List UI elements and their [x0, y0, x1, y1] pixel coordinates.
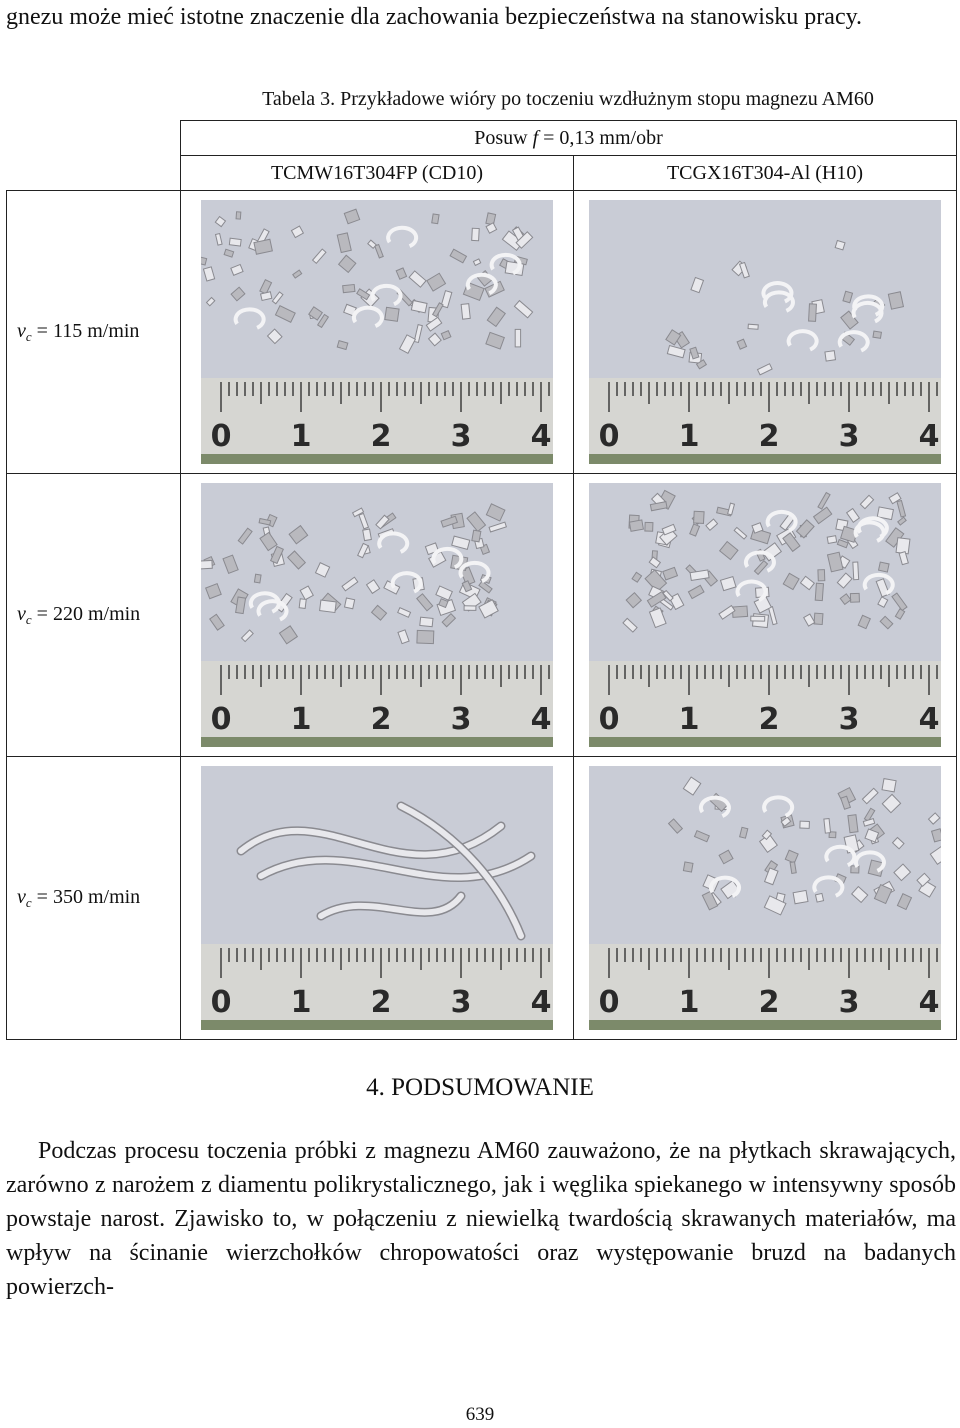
ruler-number: 0 — [598, 419, 620, 454]
column-header-h10: TCGX16T304-Al (H10) — [574, 156, 957, 191]
ruler-number: 4 — [530, 702, 552, 737]
ruler-number: 3 — [450, 702, 472, 737]
ruler-number: 0 — [598, 702, 620, 737]
row-label-220: $v_c = 220$ m/min — [7, 474, 181, 757]
ruler-number: 2 — [370, 985, 392, 1020]
chip-photo-cd10-220 — [201, 483, 553, 747]
ruler-number: 2 — [370, 702, 392, 737]
row-label-115: $v_c = 115$ m/min — [7, 191, 181, 474]
chips-table — [6, 120, 957, 1040]
ruler-number: 0 — [210, 985, 232, 1020]
ruler-number: 1 — [290, 702, 312, 737]
ruler-number: 1 — [678, 702, 700, 737]
ruler-number: 1 — [290, 419, 312, 454]
table-corner — [7, 121, 181, 156]
top-paragraph: gnezu może mieć istotne znaczenie dla zachowania bezpieczeństwa na stanowisku pracy. — [6, 4, 863, 30]
ruler-number: 2 — [758, 702, 780, 737]
ruler-number: 0 — [210, 419, 232, 454]
ruler-number: 0 — [210, 702, 232, 737]
ruler-number: 2 — [758, 985, 780, 1020]
feed-prefix: Posuw — [474, 126, 533, 149]
main-paragraph-text: Podczas procesu toczenia próbki z magnezu AM60 zauważono, że na płytkach skrawających, zarówno z narożem z diamentu polikrystalicznego, jak i węglika spiekanego w intensywny sposób powstaje narost. Zjawisko to, w połączeniu z niewielką twardością skrawanych materiałów, ma wpływ na ścinanie wierzchołków chropowatości oraz występowanie bruzd na badanych powierzch- — [6, 1138, 956, 1300]
ruler-number: 4 — [530, 985, 552, 1020]
ruler-number: 4 — [918, 985, 940, 1020]
ruler-number: 4 — [918, 702, 940, 737]
ruler-number: 1 — [678, 985, 700, 1020]
chip-photo-h10-350 — [589, 766, 941, 1030]
chip-photo-h10-115 — [589, 200, 941, 464]
column-header-cd10: TCMW16T304FP (CD10) — [181, 156, 574, 191]
feed-symbol: f — [532, 126, 539, 149]
ruler-number: 3 — [838, 702, 860, 737]
ruler-number: 2 — [370, 419, 392, 454]
chip-photo-h10-220 — [589, 483, 941, 747]
feed-header — [181, 121, 957, 156]
ruler-number: 3 — [450, 985, 472, 1020]
ruler-number: 3 — [838, 419, 860, 454]
row-label-350: $v_c = 350$ m/min — [7, 757, 181, 1040]
ruler-number: 4 — [530, 419, 552, 454]
ruler-number: 2 — [758, 419, 780, 454]
ruler-number: 3 — [838, 985, 860, 1020]
ruler-number: 1 — [678, 419, 700, 454]
ruler-number: 3 — [450, 419, 472, 454]
feed-suffix: = 0,13 mm/obr — [538, 126, 663, 149]
page-number: 639 — [465, 1404, 495, 1425]
table-caption: Tabela 3. Przykładowe wióry po toczeniu wzdłużnym stopu magnezu AM60 — [262, 88, 874, 110]
chip-photo-cd10-115 — [201, 200, 553, 464]
section-title: 4. PODSUMOWANIE — [366, 1074, 594, 1101]
ruler-number: 4 — [918, 419, 940, 454]
chip-photo-cd10-350 — [201, 766, 553, 1030]
table-corner-2 — [7, 156, 181, 191]
main-paragraph — [6, 1134, 956, 1304]
ruler-number: 1 — [290, 985, 312, 1020]
ruler-number: 0 — [598, 985, 620, 1020]
